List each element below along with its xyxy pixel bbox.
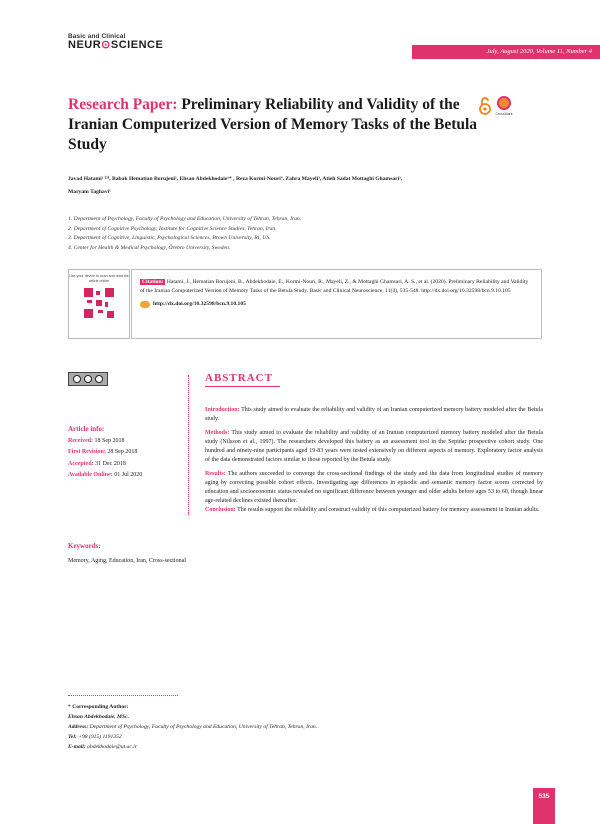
- qr-code-icon[interactable]: [84, 288, 114, 318]
- abstract-conclusion: Conclusion: The results support the reliability and construct validity of this computerized battery for memory assessment in Iranian adults.: [205, 507, 540, 513]
- paper-title: Research Paper: Preliminary Reliability and Validity of the Iranian Computerized Version of Memory Tasks of the Betula Study: [68, 96, 478, 153]
- article-info: [68, 424, 198, 482]
- footnote-rule: [68, 695, 178, 696]
- doi-link[interactable]: http://dx.doi.org/10.32598/bcn.9.10.105: [140, 300, 533, 309]
- affiliation: 3. Department of Cognitive, Linguistic, Psychological Sciences, Brown University, RI, US.: [68, 235, 271, 241]
- qr-caption: Use your device to scan and read the article online: [69, 274, 129, 283]
- paper-type-label: Research Paper:: [68, 96, 178, 113]
- corresponding-tel: Tel: +98 (915) 1191352: [68, 734, 122, 740]
- affiliations: [68, 215, 538, 253]
- page-number: 535: [533, 788, 555, 806]
- affiliation: 1. Department of Psychology, Faculty of Psychology and Education, University of Tehran, Tehran, Iran.: [68, 216, 302, 222]
- online-date: Available Online: 01 Jul 2020: [68, 472, 143, 478]
- author-line-2: Maryam Taghavi¹: [68, 189, 111, 195]
- received-date: Received: 18 Sep 2018: [68, 437, 125, 444]
- keywords-text: Memory, Aging, Education, Iran, Cross-sectional: [68, 557, 186, 564]
- open-access-icon[interactable]: [478, 96, 492, 116]
- keywords: [68, 541, 188, 566]
- author-line-1: Javad Hatami¹ ⁽²⁾, Babak Hematian Borujeni¹, Ehsan Abdekhodaie¹* , Reza Kormi-Nouri⁴, Zahra Mayeli³, Atieh Sadat Mottaghi Ghamsari¹,: [68, 176, 403, 182]
- doi-icon: [140, 301, 150, 308]
- corresponding-address: Address: Department of Psychology, Faculty of Psychology and Education, University of Tehran, Tehran, Iran.: [68, 724, 318, 730]
- article-info-heading: Article info:: [68, 425, 105, 433]
- abstract-introduction: Introduction: This study aimed to evaluate the reliability and validity of an Iranian computerized memory battery modeled after the Betula study.: [205, 407, 543, 422]
- corresponding-name: Ehsan Abdekhodaie, MSc.: [68, 714, 130, 720]
- corresponding-heading: * Corresponding Author:: [68, 704, 129, 710]
- abstract-results: Results: The authors succeeded to converge the cross-sectional findings of the study and the data from longitudinal studies of memory aging by correcting possible cohort effects. Investigating age differences in episodic and semantic memory factor scores corrected by education and socioeconomic status revealed no significant difference between younger and older adults before ages 53 to 60, though linear age-related declines existed thereafter.: [205, 471, 543, 504]
- journal-small-name: Basic and Clinical: [68, 33, 126, 40]
- page-side-bar: [533, 806, 555, 824]
- creative-commons-icon[interactable]: [68, 372, 108, 386]
- journal-big-name: NEUR⊙SCIENCE: [68, 39, 164, 51]
- affiliation: 4. Center for Health & Medical Psychology, Örebro University, Sweden.: [68, 244, 231, 251]
- abstract-underline: [205, 386, 280, 387]
- affiliation: 2. Department of Cognitive Psychology, Institute for Cognitive Science Studies, Tehran, Iran.: [68, 225, 277, 232]
- corresponding-author: [68, 702, 488, 752]
- abstract-body: [205, 406, 543, 520]
- issue-bar: July, August 2020, Volume 11, Number 4: [412, 45, 600, 59]
- crossmark-icon[interactable]: CrossMark: [495, 96, 513, 120]
- corresponding-email[interactable]: E-mail: abdekhodaie@ut.ac.ir: [68, 744, 138, 750]
- citation-text: Citation: Hatami, J., Hematian Borujeni, B., Abdekhodaie, E., Kormi-Nouri, R., Mayeli, Z., & Mottaghi Ghamsari, A. S., et al. (2020). Preliminary Reliability and Validity of the Iranian Computerized Version of Memory Tasks of the Betula Study. Basic and Clinical Neuroscience, 11(4), 535-548. http://dx.doi.org/10.32598/bcn.9.10.105: [140, 279, 529, 294]
- access-icons: [478, 96, 513, 120]
- journal-logo: [68, 33, 163, 51]
- accepted-date: Accepted: 31 Dec 2018: [68, 460, 126, 467]
- author-list: [68, 173, 538, 199]
- citation-label: Citation:: [142, 279, 164, 285]
- abstract-methods: Methods: This study aimed to evaluate the reliability and validity of an Iranian computerized memory battery modeled after the Betula study (Nilsson et al., 1997). The researchers developed this battery as an assessment tool in the Sepidar prospective cohort study. One hundred and ninety-nine participants aged 19-83 years were tested extensively on different aspects of memory. Exploratory factor analysis of the data demonstrated factors similar to those reported by the Betula study.: [205, 430, 543, 463]
- revision-date: First Revision: 28 Sep 2018: [68, 449, 138, 455]
- citation-box: [131, 269, 542, 339]
- keywords-heading: Keywords:: [68, 542, 101, 550]
- qr-box: [68, 269, 130, 339]
- abstract-heading: ABSTRACT: [205, 372, 273, 384]
